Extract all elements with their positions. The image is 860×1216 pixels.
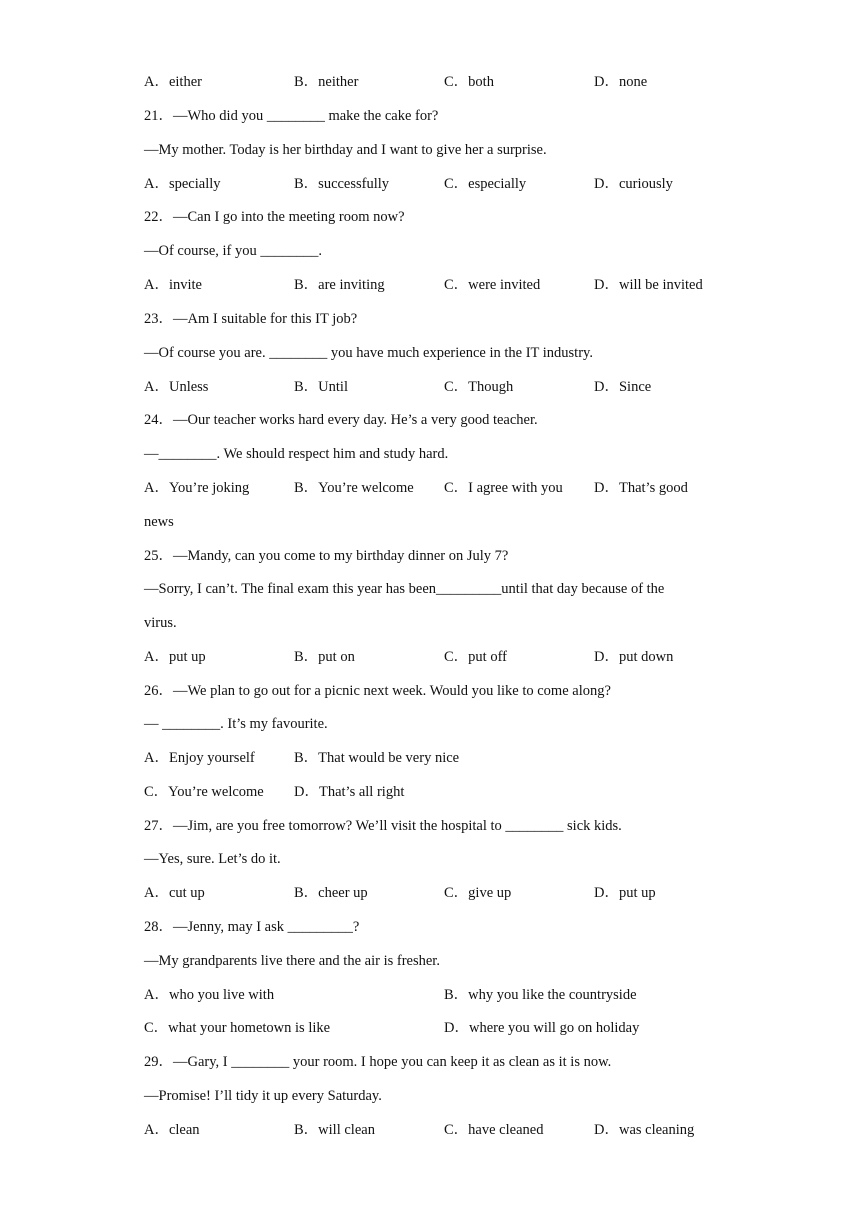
option-d: D．curiously — [594, 176, 673, 192]
option-c: C．have cleaned — [444, 1122, 544, 1138]
q22-reply: —Of course, if you ________. — [144, 243, 323, 259]
q23-stem: 23．—Am I suitable for this IT job? — [144, 311, 358, 327]
q21-reply: —My mother. Today is her birthday and I want to give her a surprise. — [144, 142, 547, 158]
option-d: D．Since — [594, 379, 652, 395]
q26-stem: 26．—We plan to go out for a picnic next week. Would you like to come along? — [144, 683, 611, 699]
option-c: C．Though — [444, 379, 514, 395]
q25-reply: —Sorry, I can’t. The final exam this year has been_________until that day because of the — [144, 581, 665, 597]
option-b: B．why you like the countryside — [444, 987, 637, 1003]
q24-reply: —________. We should respect him and study hard. — [144, 446, 449, 462]
option-b: B．successfully — [294, 176, 390, 192]
option-a: A．Enjoy yourself — [144, 750, 255, 766]
option-a: A．cut up — [144, 885, 205, 901]
q25-reply-wrap: virus. — [144, 615, 177, 631]
q27-stem: 27．—Jim, are you free tomorrow? We’ll visit the hospital to ________ sick kids. — [144, 818, 622, 834]
option-d: D．put up — [594, 885, 656, 901]
option-a: A．You’re joking — [144, 480, 250, 496]
option-d: D．was cleaning — [594, 1122, 695, 1138]
option-a: A．invite — [144, 277, 202, 293]
option-d: D．That’s all right — [294, 784, 405, 800]
option-c: C．what your hometown is like — [144, 1020, 331, 1036]
option-b: B．cheer up — [294, 885, 368, 901]
q28-stem: 28．—Jenny, may I ask _________? — [144, 919, 360, 935]
option-d: D．none — [594, 74, 648, 90]
q25-stem: 25．—Mandy, can you come to my birthday dinner on July 7? — [144, 548, 509, 564]
option-c: C．give up — [444, 885, 512, 901]
option-d: D．put down — [594, 649, 674, 665]
option-c: C．You’re welcome — [144, 784, 264, 800]
q24-options-wrap: news — [144, 514, 174, 530]
q24-stem: 24．—Our teacher works hard every day. He’s a very good teacher. — [144, 412, 538, 428]
option-b: B．You’re welcome — [294, 480, 414, 496]
option-a: A．specially — [144, 176, 221, 192]
option-a: A．either — [144, 74, 202, 90]
option-a: A．who you live with — [144, 987, 275, 1003]
option-b: B．neither — [294, 74, 359, 90]
option-d: D．will be invited — [594, 277, 703, 293]
option-d: D．where you will go on holiday — [444, 1020, 640, 1036]
q27-reply: —Yes, sure. Let’s do it. — [144, 851, 281, 867]
q21-stem: 21．—Who did you ________ make the cake for? — [144, 108, 439, 124]
q22-stem: 22．—Can I go into the meeting room now? — [144, 209, 405, 225]
option-b: B．put on — [294, 649, 355, 665]
option-b: B．That would be very nice — [294, 750, 460, 766]
q26-reply: — ________. It’s my favourite. — [144, 716, 328, 732]
option-b: B．will clean — [294, 1122, 375, 1138]
q29-reply: —Promise! I’ll tidy it up every Saturday. — [144, 1088, 382, 1104]
option-c: C．I agree with you — [444, 480, 563, 496]
option-b: B．Until — [294, 379, 348, 395]
option-a: A．put up — [144, 649, 206, 665]
option-c: C．were invited — [444, 277, 541, 293]
q28-reply: —My grandparents live there and the air is fresher. — [144, 953, 440, 969]
option-a: A．clean — [144, 1122, 200, 1138]
option-c: C．especially — [444, 176, 527, 192]
option-d: D．That’s good — [594, 480, 688, 496]
option-b: B．are inviting — [294, 277, 385, 293]
q23-reply: —Of course you are. ________ you have much experience in the IT industry. — [144, 345, 593, 361]
option-a: A．Unless — [144, 379, 209, 395]
option-c: C．put off — [444, 649, 507, 665]
q29-stem: 29．—Gary, I ________ your room. I hope you can keep it as clean as it is now. — [144, 1054, 612, 1070]
option-c: C．both — [444, 74, 494, 90]
